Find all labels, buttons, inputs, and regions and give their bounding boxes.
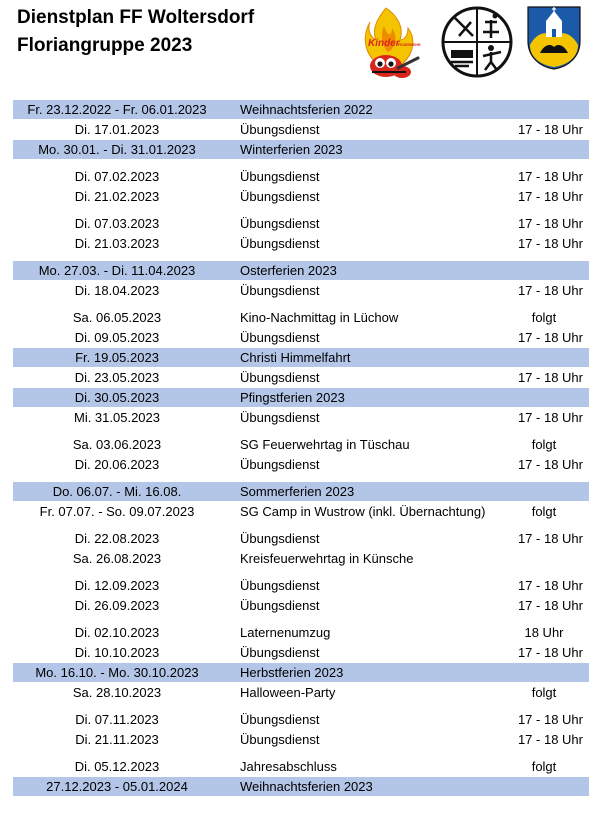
- schedule-row: [13, 167, 589, 186]
- row-activity: Übungsdienst: [240, 122, 320, 137]
- schedule-row: [13, 710, 589, 729]
- row-date: Sa. 28.10.2023: [72, 685, 162, 700]
- row-time: 17 - 18 Uhr: [517, 732, 583, 747]
- row-activity: Übungsdienst: [240, 645, 320, 660]
- row-date: Di. 07.02.2023: [74, 169, 160, 184]
- schedule-row: [13, 549, 589, 568]
- row-date: Sa. 03.06.2023: [72, 437, 162, 452]
- holiday-row: [13, 140, 589, 159]
- row-activity: Übungsdienst: [240, 531, 320, 546]
- row-activity: SG Feuerwehrtag in Tüschau: [240, 437, 410, 452]
- row-activity: Übungsdienst: [240, 370, 320, 385]
- row-time: 17 - 18 Uhr: [517, 457, 583, 472]
- schedule-row: [13, 120, 589, 139]
- row-time: folgt: [531, 310, 557, 325]
- row-time: 17 - 18 Uhr: [517, 531, 583, 546]
- row-time: folgt: [531, 759, 557, 774]
- row-activity: Übungsdienst: [240, 189, 320, 204]
- row-date: Mo. 16.10. - Mo. 30.10.2023: [35, 665, 199, 680]
- holiday-row: [13, 348, 589, 367]
- row-date: Di. 02.10.2023: [74, 625, 160, 640]
- schedule-row: [13, 730, 589, 749]
- row-activity: Übungsdienst: [240, 457, 320, 472]
- row-activity: Weihnachtsferien 2023: [240, 779, 373, 794]
- row-activity: Übungsdienst: [240, 283, 320, 298]
- row-time: 17 - 18 Uhr: [517, 283, 583, 298]
- row-date: Di. 09.05.2023: [74, 330, 160, 345]
- row-date: Fr. 23.12.2022 - Fr. 06.01.2023: [27, 102, 207, 117]
- row-date: Di. 23.05.2023: [74, 370, 160, 385]
- page-subtitle: Floriangruppe 2023: [17, 35, 193, 56]
- row-date: Di. 07.11.2023: [75, 712, 159, 727]
- schedule-row: [13, 643, 589, 662]
- schedule-row: [13, 214, 589, 233]
- row-activity: Winterferien 2023: [240, 142, 343, 157]
- schedule-row: [13, 187, 589, 206]
- schedule-row: [13, 757, 589, 776]
- row-activity: Übungsdienst: [240, 712, 320, 727]
- row-activity: Pfingstferien 2023: [240, 390, 345, 405]
- row-activity: Übungsdienst: [240, 598, 320, 613]
- schedule-row: [13, 502, 589, 521]
- row-activity: SG Camp in Wustrow (inkl. Übernachtung): [240, 504, 486, 519]
- row-date: Mo. 27.03. - Di. 11.04.2023: [38, 263, 196, 278]
- schedule-row: [13, 623, 589, 642]
- row-date: Di. 17.01.2023: [74, 122, 160, 137]
- row-date: Di. 07.03.2023: [74, 216, 160, 231]
- row-date: Di. 22.08.2023: [74, 531, 160, 546]
- row-date: Di. 21.02.2023: [74, 189, 160, 204]
- schedule-row: [13, 435, 589, 454]
- holiday-row: [13, 100, 589, 119]
- schedule-row: [13, 234, 589, 253]
- row-activity: Kino-Nachmittag in Lüchow: [240, 310, 399, 325]
- row-activity: Sommerferien 2023: [240, 484, 355, 499]
- row-time: 17 - 18 Uhr: [517, 645, 583, 660]
- row-activity: Übungsdienst: [240, 216, 320, 231]
- row-activity: Laternenumzug: [240, 625, 331, 640]
- row-date: Mi. 31.05.2023: [73, 410, 160, 425]
- row-activity: Osterferien 2023: [240, 263, 337, 278]
- row-activity: Übungsdienst: [240, 410, 320, 425]
- kinderfeuerwehr-logo: [362, 6, 424, 80]
- row-date: Fr. 19.05.2023: [75, 350, 159, 365]
- logo-kinder-text: Kinder: [368, 38, 400, 49]
- logo-sub-text: FEUERWEHR: [398, 43, 421, 47]
- row-date: Di. 18.04.2023: [74, 283, 160, 298]
- row-date: Di. 05.12.2023: [74, 759, 160, 774]
- row-date: 27.12.2023 - 05.01.2024: [46, 779, 188, 794]
- row-time: 17 - 18 Uhr: [517, 216, 583, 231]
- row-time: 17 - 18 Uhr: [517, 410, 583, 425]
- holiday-row: [13, 777, 589, 796]
- row-date: Fr. 07.07. - So. 09.07.2023: [39, 504, 195, 519]
- schedule-row: [13, 683, 589, 702]
- row-activity: Übungsdienst: [240, 732, 320, 747]
- row-activity: Halloween-Party: [240, 685, 336, 700]
- page-title: Dienstplan FF Woltersdorf: [17, 7, 255, 28]
- row-activity: Übungsdienst: [240, 236, 320, 251]
- row-time: 17 - 18 Uhr: [517, 578, 583, 593]
- holiday-row: [13, 388, 589, 407]
- row-time: folgt: [531, 685, 557, 700]
- row-date: Di. 12.09.2023: [74, 578, 160, 593]
- row-date: Mo. 30.01. - Di. 31.01.2023: [38, 142, 196, 157]
- row-time: folgt: [531, 504, 557, 519]
- row-time: 17 - 18 Uhr: [517, 370, 583, 385]
- schedule-row: [13, 596, 589, 615]
- schedule-row: [13, 576, 589, 595]
- row-activity: Kreisfeuerwehrtag in Künsche: [240, 551, 414, 566]
- woltersdorf-coat-of-arms: [526, 5, 582, 71]
- row-time: 17 - 18 Uhr: [517, 122, 583, 137]
- row-time: 17 - 18 Uhr: [517, 598, 583, 613]
- row-activity: Übungsdienst: [240, 578, 320, 593]
- row-date: Di. 21.03.2023: [74, 236, 160, 251]
- holiday-row: [13, 663, 589, 682]
- schedule-row: [13, 455, 589, 474]
- row-time: 17 - 18 Uhr: [517, 189, 583, 204]
- row-date: Sa. 06.05.2023: [72, 310, 162, 325]
- row-time: 18 Uhr: [524, 625, 564, 640]
- row-time: folgt: [531, 437, 557, 452]
- schedule-row: [13, 368, 589, 387]
- row-activity: Weihnachtsferien 2022: [240, 102, 373, 117]
- row-date: Di. 30.05.2023: [74, 390, 160, 405]
- feuerwehr-emblem: [441, 6, 513, 78]
- holiday-row: [13, 482, 589, 501]
- holiday-row: [13, 261, 589, 280]
- row-time: 17 - 18 Uhr: [517, 330, 583, 345]
- row-date: Di. 21.11.2023: [75, 732, 159, 747]
- schedule-row: [13, 328, 589, 347]
- row-time: 17 - 18 Uhr: [517, 712, 583, 727]
- row-date: Do. 06.07. - Mi. 16.08.: [52, 484, 182, 499]
- row-activity: Übungsdienst: [240, 330, 320, 345]
- schedule-row: [13, 408, 589, 427]
- row-activity: Herbstferien 2023: [240, 665, 344, 680]
- row-time: 17 - 18 Uhr: [517, 169, 583, 184]
- schedule-row: [13, 281, 589, 300]
- row-date: Di. 26.09.2023: [74, 598, 160, 613]
- row-activity: Christi Himmelfahrt: [240, 350, 351, 365]
- row-date: Di. 10.10.2023: [74, 645, 160, 660]
- row-time: 17 - 18 Uhr: [517, 236, 583, 251]
- schedule-row: [13, 308, 589, 327]
- schedule-row: [13, 529, 589, 548]
- row-date: Sa. 26.08.2023: [72, 551, 162, 566]
- row-date: Di. 20.06.2023: [74, 457, 160, 472]
- row-activity: Jahresabschluss: [240, 759, 337, 774]
- row-activity: Übungsdienst: [240, 169, 320, 184]
